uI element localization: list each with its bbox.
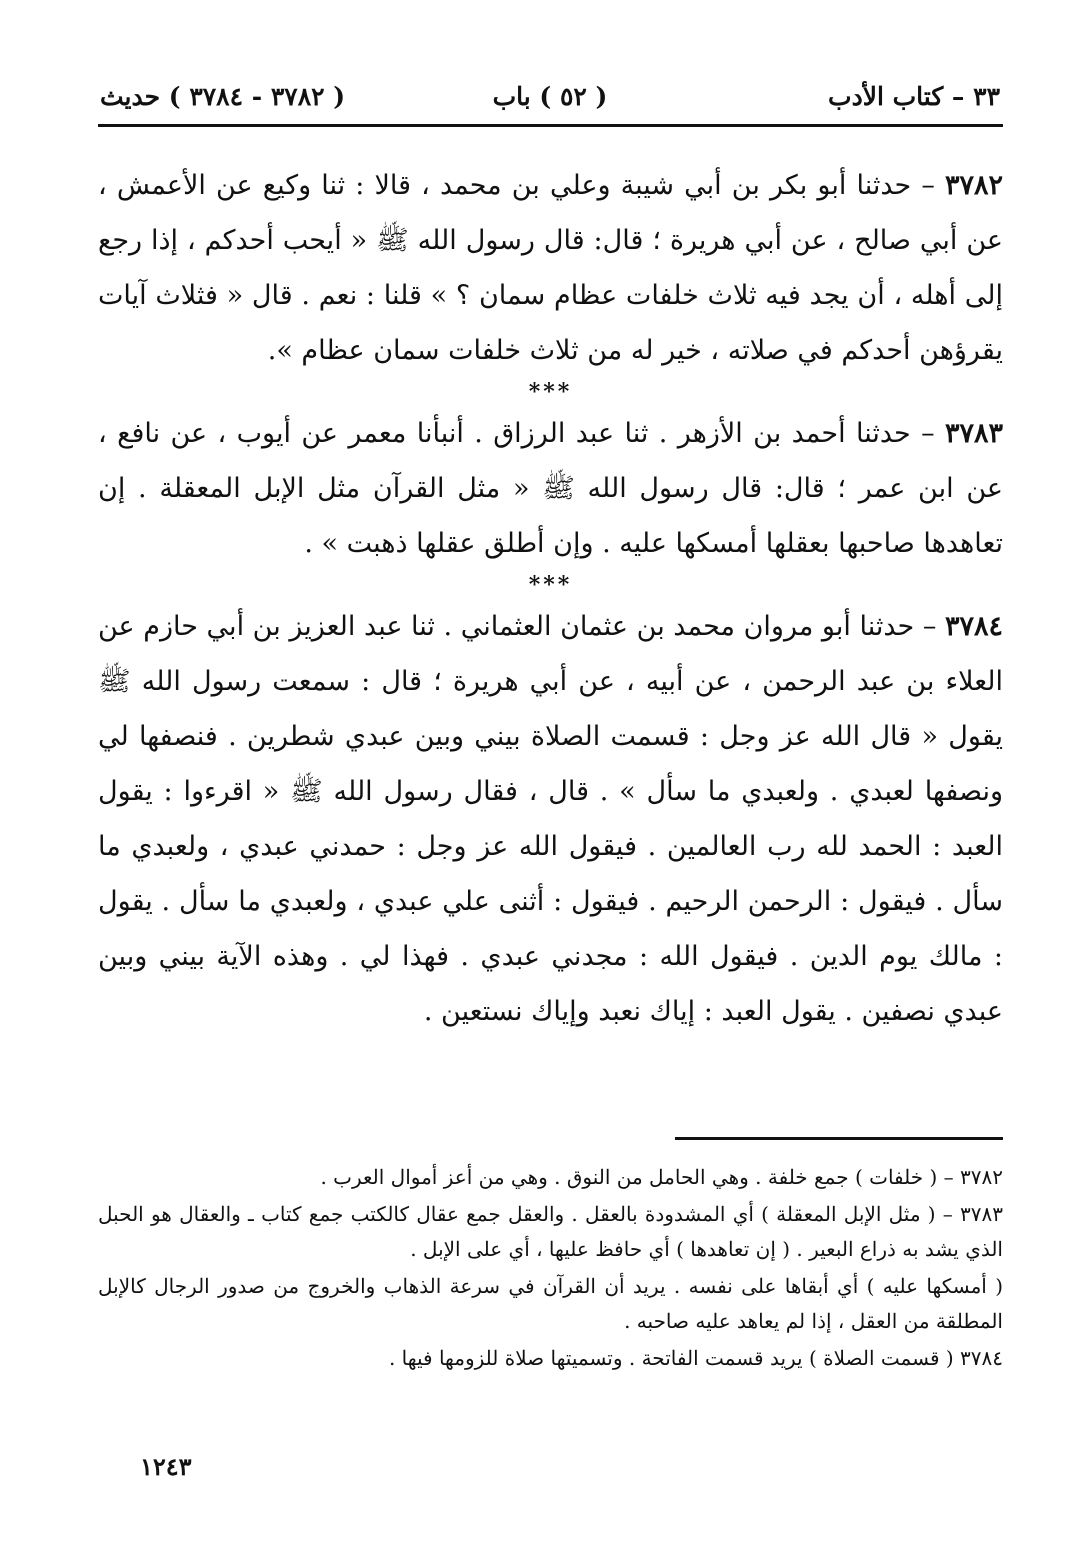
hadith-text: – حدثنا أبو مروان محمد بن عثمان العثماني . ثنا عبد العزيز بن أبي حازم عن العلاء بن عبد الرحمن ، عن أبيه ، عن أبي هريرة ؛ قال : سمعت رسول الله ﷺ يقول « قال الله عز وجل : قسمت الصلاة بيني وبين عبدي شطرين . فنصفها لي ونصفها لعبدي . ولعبدي ما سأل » . قال ، فقال رسول الله ﷺ « اقرءوا : يقول العبد : الحمد لله رب العالمين . فيقول الله عز وجل : حمدني عبدي ، ولعبدي ما سأل . فيقول : الرحمن الرحيم . فيقول : أثنى علي عبدي ، ولعبدي ما سأل . يقول : مالك يوم الدين . فيقول الله : مجدني عبدي . فهذا لي . وهذه الآية بيني وبين عبدي نصفين . يقول العبد : إياك نعبد وإياك نستعين . — [98, 611, 1003, 1027]
hadith-number: ٣٧٨٣ — [944, 418, 1003, 449]
hadith-entry — [98, 599, 1003, 1039]
header-rule — [98, 124, 1003, 127]
header-chapter-title: ٣٣ – كتاب الأدب — [828, 82, 1000, 111]
footnote-rule — [675, 1137, 1003, 1140]
footnote: ٣٧٨٢ – ( خلفات ) جمع خلفة . وهي الحامل من النوق . وهي من أعز أموال العرب . — [320, 1165, 1003, 1189]
separator-stars: *** — [528, 379, 573, 405]
footnotes — [98, 1160, 1003, 1378]
hadith-body — [98, 158, 1003, 1039]
hadith-entry — [98, 158, 1003, 378]
hadith-number: ٣٧٨٤ — [944, 611, 1003, 642]
hadith-number: ٣٧٨٢ — [944, 170, 1003, 201]
footnote: ( أمسكها عليه ) أي أبقاها على نفسه . يريد أن القرآن في سرعة الذهاب والخروج من صدور الرجال كالإبل المطلقة من العقل ، إذا لم يعاهد عليه صاحبه . — [98, 1274, 1003, 1333]
footnote: ٣٧٨٤ ( قسمت الصلاة ) يريد قسمت الفاتحة . وتسميتها صلاة للزومها فيها . — [388, 1346, 1003, 1370]
hadith-text: – حدثنا أبو بكر بن أبي شيبة وعلي بن محمد ، قالا : ثنا وكيع عن الأعمش ، عن أبي صالح ، عن أبي هريرة ؛ قال: قال رسول الله ﷺ « أيحب أحدكم ، إذا رجع إلى أهله ، أن يجد فيه ثلاث خلفات عظام سمان ؟ » قلنا : نعم . قال « فثلاث آيات يقرؤهن أحدكم في صلاته ، خير له من ثلاث خلفات سمان عظام ». — [98, 170, 1003, 366]
separator-stars: *** — [528, 572, 573, 598]
hadith-entry — [98, 406, 1003, 571]
header-section-number: ( ٥٢ ) باب — [492, 82, 608, 111]
header-hadith-range: ( ٣٧٨٢ - ٣٧٨٤ ) حديث — [100, 82, 346, 111]
running-header — [100, 82, 1000, 118]
page-number: ١٢٤٣ — [140, 1452, 192, 1481]
hadith-text: – حدثنا أحمد بن الأزهر . ثنا عبد الرزاق . أنبأنا معمر عن أيوب ، عن نافع ، عن ابن عمر ؛ قال: قال رسول الله ﷺ « مثل القرآن مثل الإبل المعقلة . إن تعاهدها صاحبها بعقلها أمسكها عليه . وإن أطلق عقلها ذهبت » . — [98, 418, 1003, 559]
footnote: ٣٧٨٣ – ( مثل الإبل المعقلة ) أي المشدودة بالعقل . والعقل جمع عقال كالكتب جمع كتاب ـ والعقال هو الحبل الذي يشد به ذراع البعير . ( إن تعاهدها ) أي حافظ عليها ، أي على الإبل . — [98, 1202, 1003, 1261]
